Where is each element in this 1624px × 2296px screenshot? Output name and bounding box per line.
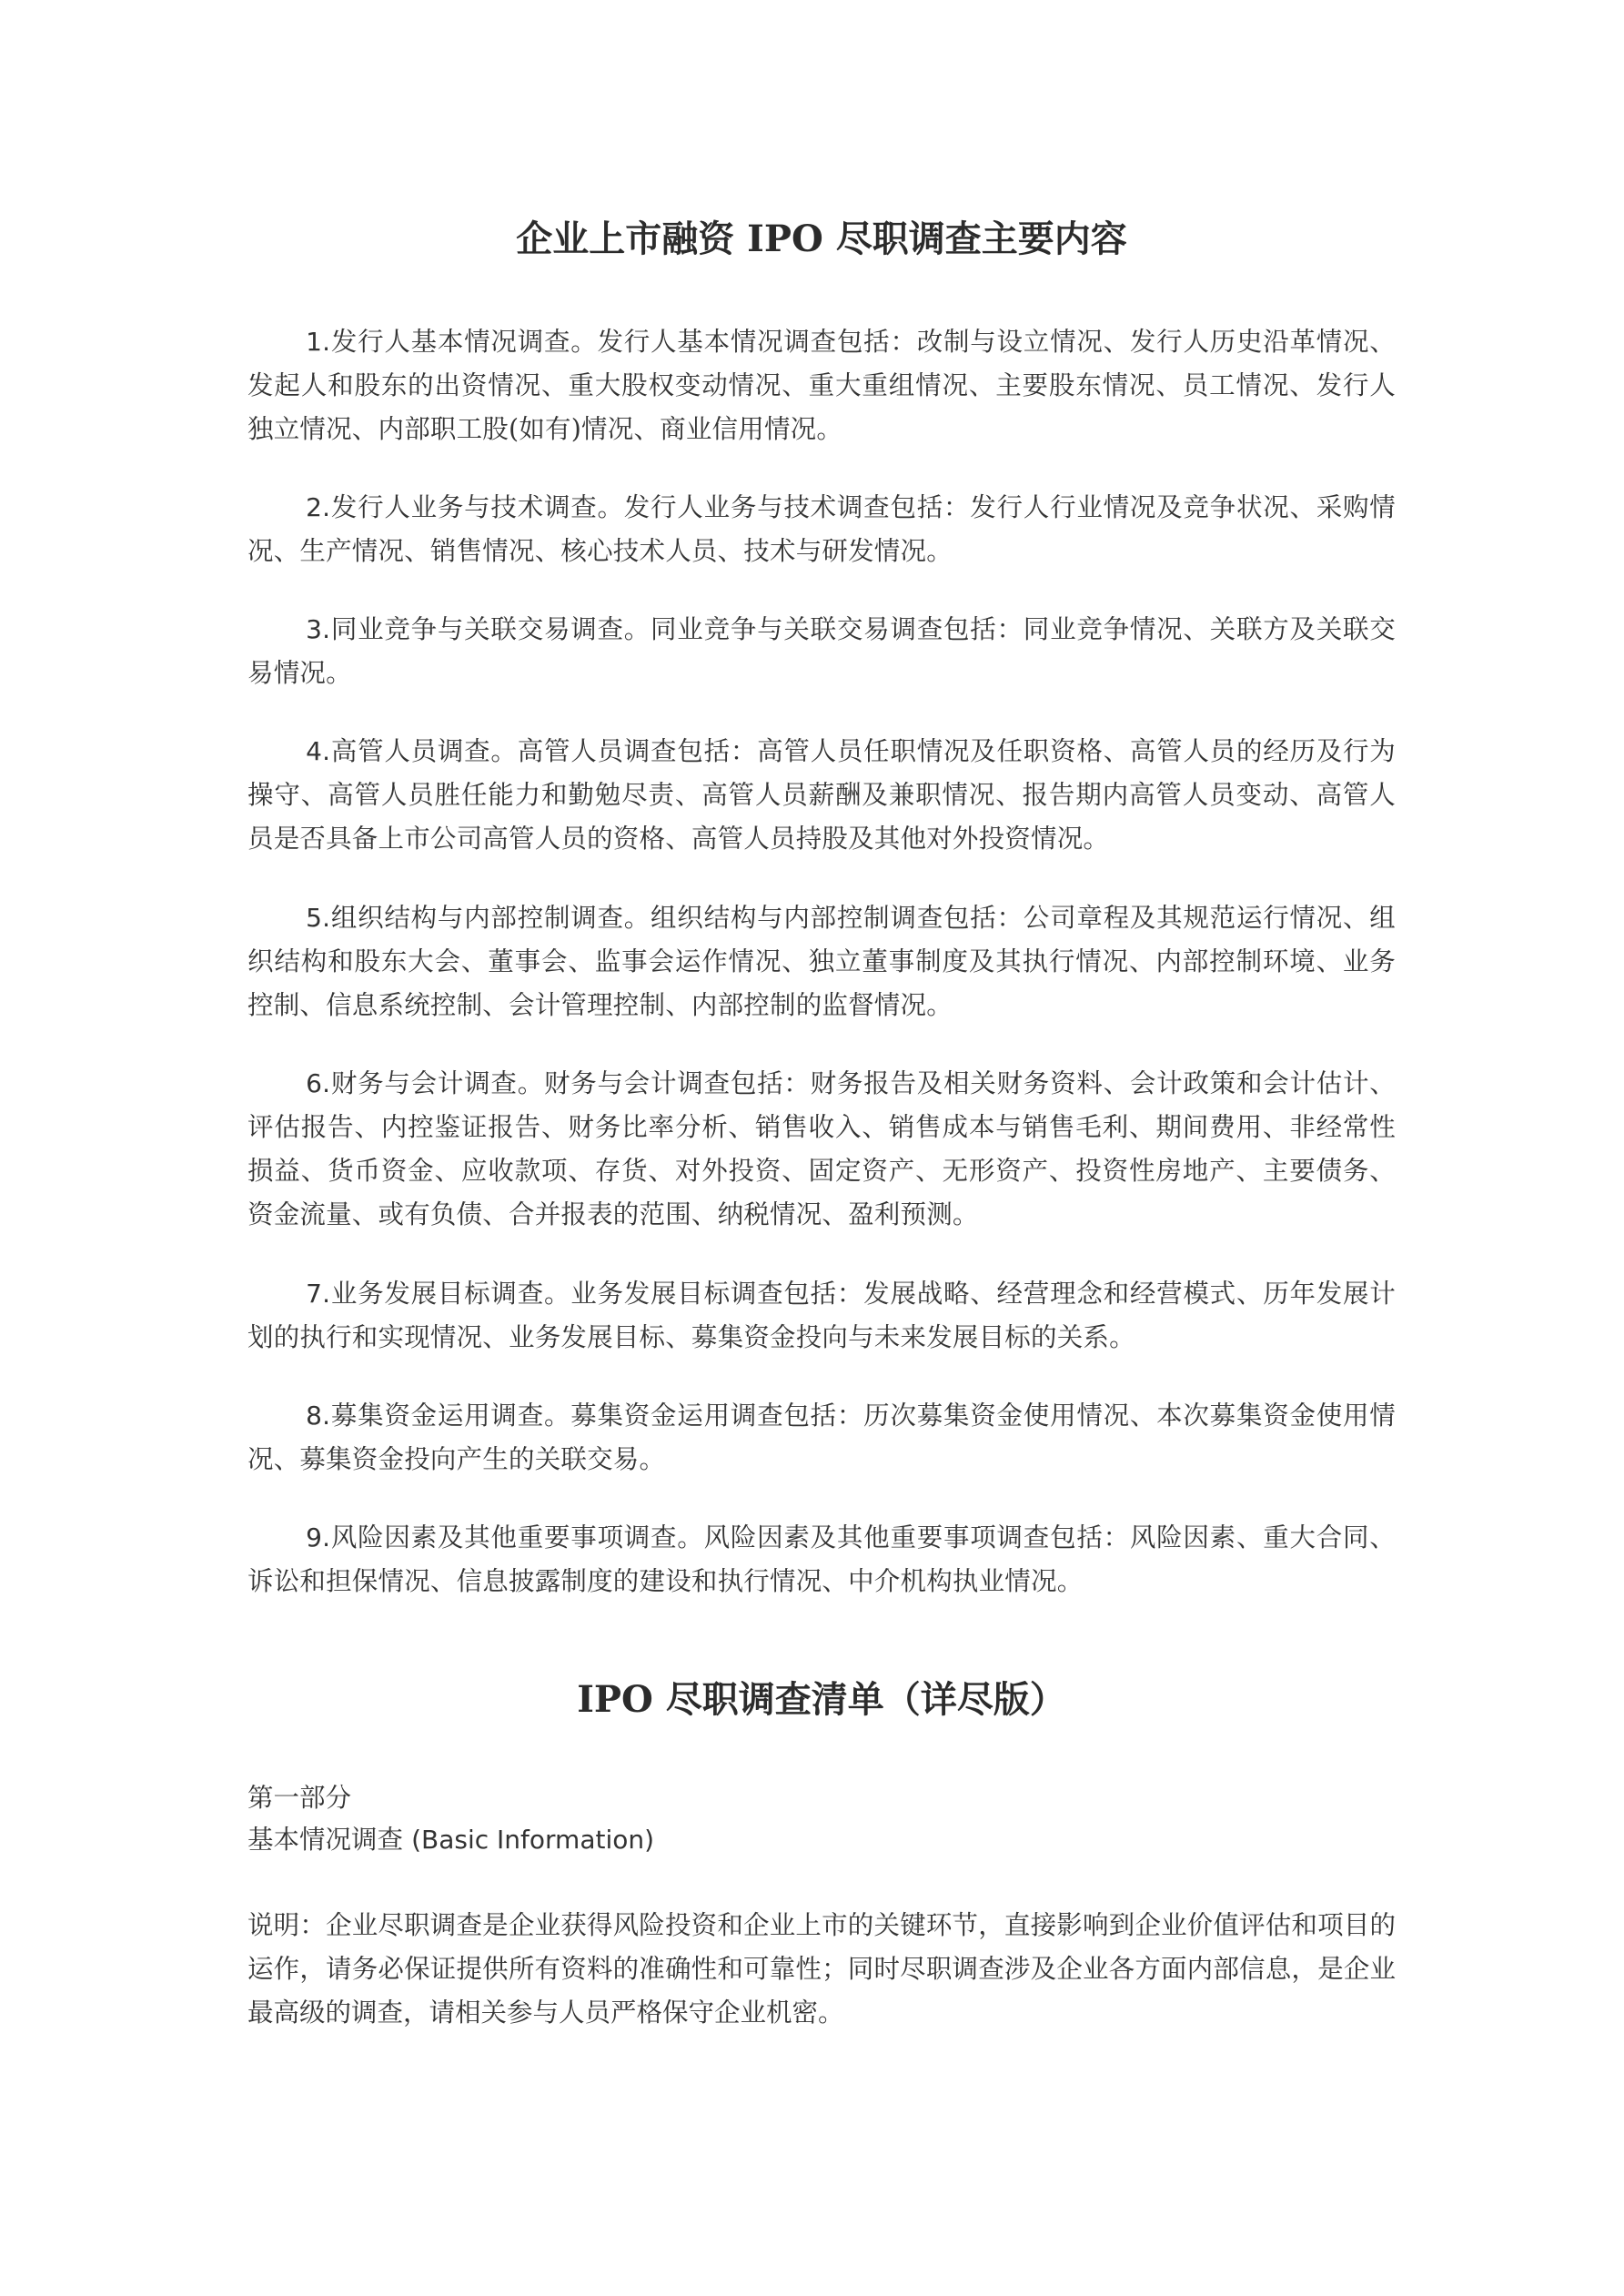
part-label: 第一部分 (247, 1783, 352, 1813)
item-text: 组织结构与内部控制调查。组织结构与内部控制调查包括：公司章程及其规范运行情况、组织结构和股东大会、董事会、监事会运作情况、独立董事制度及其执行情况、内部控制环境、业务控制、信息系统控制、会计管理控制、内部控制的监督情况。 (247, 903, 1396, 1020)
item-text: 风险因素及其他重要事项调查。风险因素及其他重要事项调查包括：风险因素、重大合同、诉讼和担保情况、信息披露制度的建设和执行情况、中介机构执业情况。 (247, 1522, 1396, 1596)
section-heading-cn: 基本情况调查 (247, 1825, 404, 1855)
page-title: 企业上市融资 IPO 尽职调查主要内容 (516, 217, 1127, 260)
item-number: 2. (306, 492, 331, 522)
item-text: 同业竞争与关联交易调查。同业竞争与关联交易调查包括：同业竞争情况、关联方及关联交易情况。 (247, 614, 1396, 688)
item-number: 4. (306, 736, 331, 766)
item-number: 5. (306, 903, 331, 933)
list-item-4 (247, 730, 1396, 861)
list-item-2 (247, 486, 1396, 573)
item-number: 7. (306, 1279, 331, 1309)
item-number: 3. (306, 614, 331, 644)
item-text: 业务发展目标调查。业务发展目标调查包括：发展战略、经营理念和经营模式、历年发展计划的执行和实现情况、业务发展目标、募集资金投向与未来发展目标的关系。 (247, 1279, 1396, 1352)
list-item-1 (247, 320, 1396, 451)
list-item-3 (247, 608, 1396, 695)
item-text: 发行人基本情况调查。发行人基本情况调查包括：改制与设立情况、发行人历史沿革情况、发起人和股东的出资情况、重大股权变动情况、重大重组情况、主要股东情况、员工情况、发行人独立情况、内部职工股(如有)情况、商业信用情况。 (247, 327, 1396, 444)
disclaimer-note: 说明：企业尽职调查是企业获得风险投资和企业上市的关键环节，直接影响到企业价值评估和项目的运作，请务必保证提供所有资料的准确性和可靠性；同时尽职调查涉及企业各方面内部信息，是企业最高级的调查，请相关参与人员严格保守企业机密。 (247, 1910, 1396, 2028)
item-number: 8. (306, 1401, 331, 1431)
list-item-8 (247, 1394, 1396, 1482)
item-text: 财务与会计调查。财务与会计调查包括：财务报告及相关财务资料、会计政策和会计估计、评估报告、内控鉴证报告、财务比率分析、销售收入、销售成本与销售毛利、期间费用、非经常性损益、货币资金、应收款项、存货、对外投资、固定资产、无形资产、投资性房地产、主要债务、资金流量、或有负债、合并报表的范围、纳税情况、盈利预测。 (247, 1068, 1396, 1229)
section-heading (247, 1818, 1396, 1862)
section-heading-en: (Basic Information) (411, 1825, 655, 1855)
list-item-7 (247, 1272, 1396, 1360)
item-text: 发行人业务与技术调查。发行人业务与技术调查包括：发行人行业情况及竞争状况、采购情况、生产情况、销售情况、核心技术人员、技术与研发情况。 (247, 492, 1396, 566)
item-text: 募集资金运用调查。募集资金运用调查包括：历次募集资金使用情况、本次募集资金使用情况、募集资金投向产生的关联交易。 (247, 1401, 1396, 1474)
item-text: 高管人员调查。高管人员调查包括：高管人员任职情况及任职资格、高管人员的经历及行为操守、高管人员胜任能力和勤勉尽责、高管人员薪酬及兼职情况、报告期内高管人员变动、高管人员是否具备上市公司高管人员的资格、高管人员持股及其他对外投资情况。 (247, 736, 1396, 854)
item-number: 9. (306, 1522, 331, 1553)
item-number: 6. (306, 1068, 331, 1098)
list-item-6 (247, 1062, 1396, 1237)
item-number: 1. (306, 327, 331, 357)
list-item-9 (247, 1516, 1396, 1603)
list-item-5 (247, 896, 1396, 1027)
checklist-title: IPO 尽职调查清单（详尽版） (577, 1678, 1066, 1721)
